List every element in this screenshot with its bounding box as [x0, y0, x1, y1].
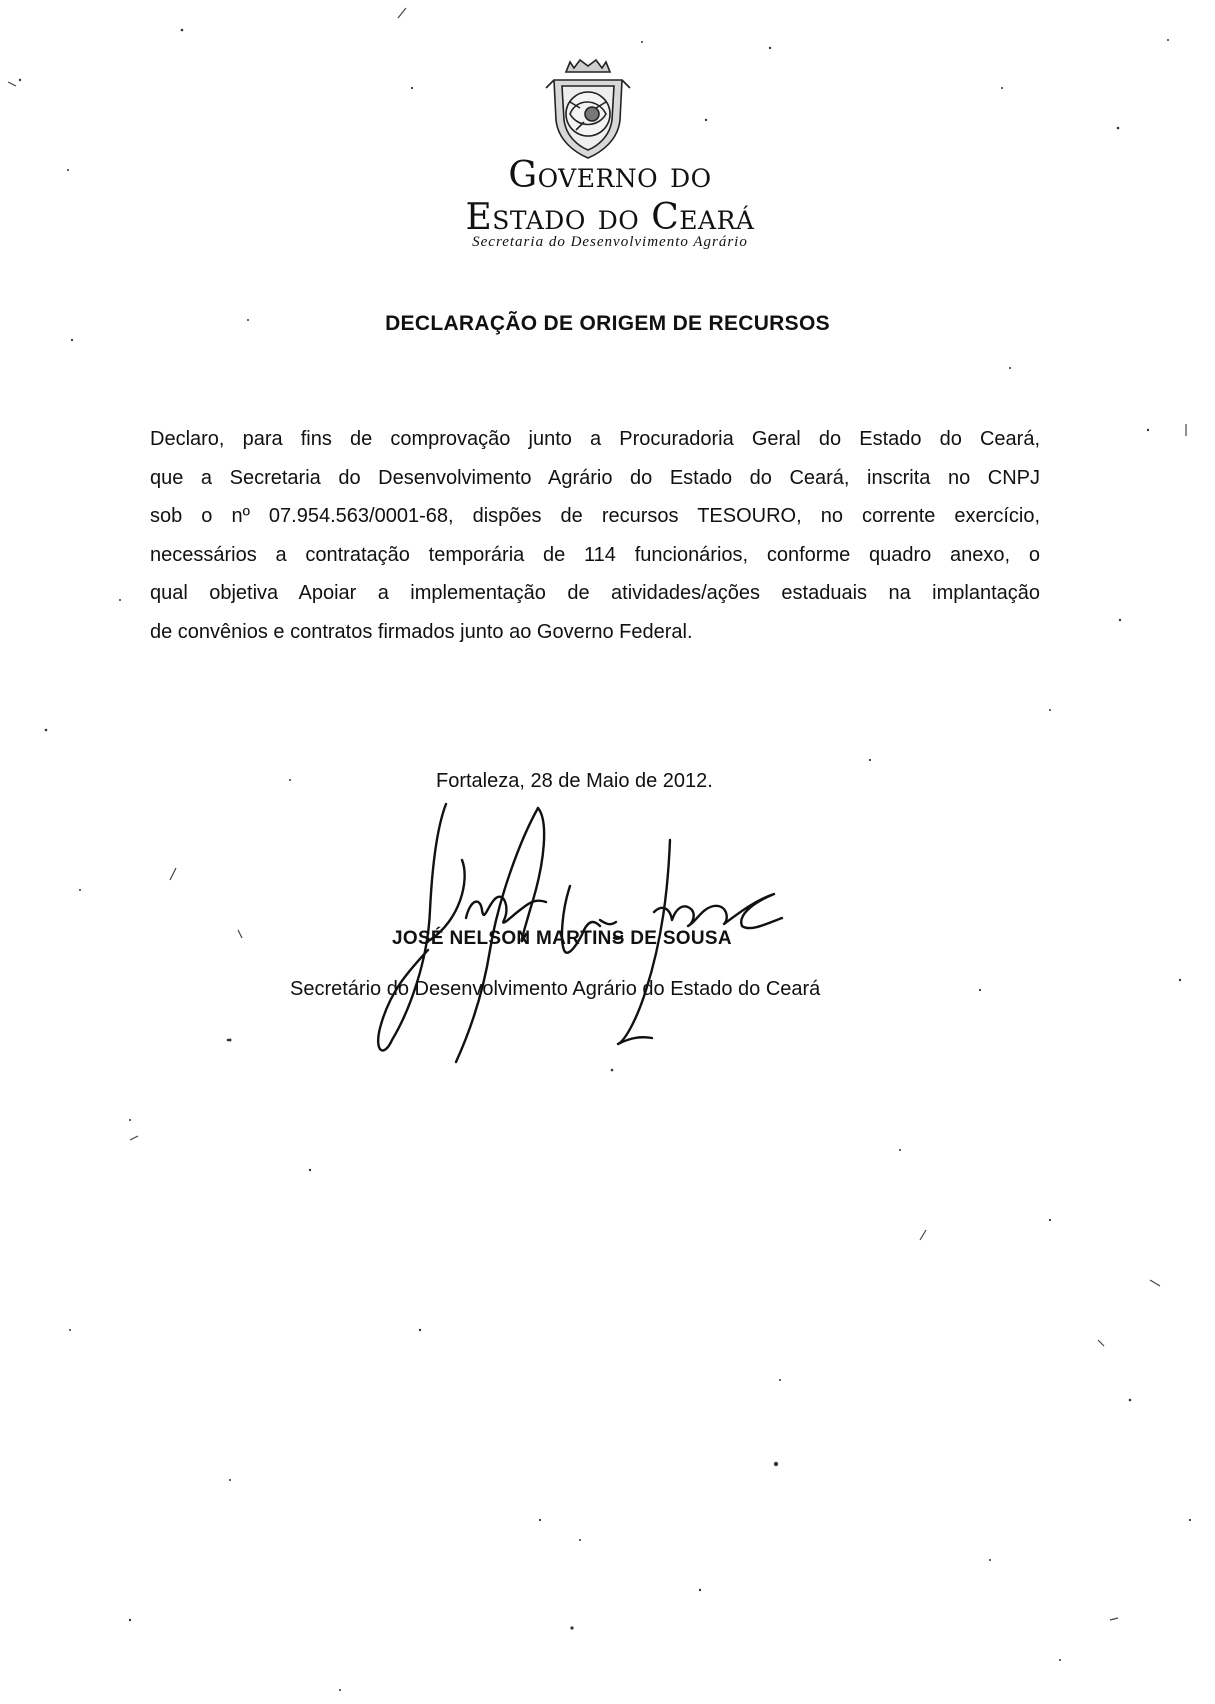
body-line: de convênios e contratos firmados junto ao Governo Federal.	[150, 620, 693, 643]
letterhead	[380, 58, 840, 258]
body-line: Declaro, para fins de comprovação junto a Procuradoria Geral do Estado do Ceará,	[150, 428, 1040, 450]
signer-name: JOSÉ NELSON MARTINS DE SOUSA	[392, 928, 732, 949]
place-date: Fortaleza, 28 de Maio de 2012.	[436, 770, 713, 792]
declaration-body	[150, 420, 1040, 651]
body-line: que a Secretaria do Desenvolvimento Agrário do Estado do Ceará, inscrita no CNPJ	[150, 466, 1040, 489]
government-name-line1: Governo do	[508, 155, 712, 196]
secretaria-subtitle: Secretaria do Desenvolvimento Agrário	[472, 234, 748, 250]
government-name-line2: Estado do Ceará	[465, 197, 755, 238]
body-line: necessários a contratação temporária de 114 funcionários, conforme quadro anexo, o	[150, 543, 1040, 566]
state-crest-icon	[540, 58, 636, 162]
body-line: qual objetiva Apoiar a implementação de atividades/ações estaduais na implantação	[150, 582, 1040, 604]
document-title: DECLARAÇÃO DE ORIGEM DE RECURSOS	[385, 312, 830, 335]
body-line: sob o nº 07.954.563/0001-68, dispões de recursos TESOURO, no corrente exercício,	[150, 505, 1040, 527]
signer-role: Secretário do Desenvolvimento Agrário do Estado do Ceará	[290, 978, 821, 1000]
